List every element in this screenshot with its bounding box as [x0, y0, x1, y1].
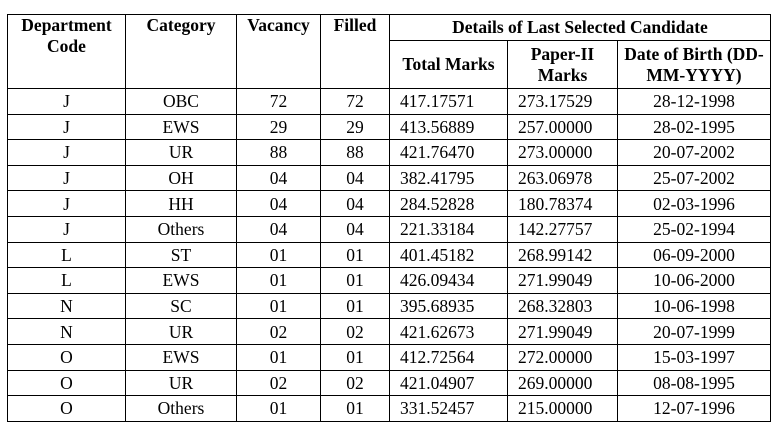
table-row — [8, 89, 771, 115]
cell-vacancy: 01 — [237, 293, 321, 319]
cell-total-marks: 382.41795 — [390, 165, 508, 191]
cell-paper-ii-marks: 180.78374 — [508, 191, 618, 217]
cell-department-code: O — [8, 370, 126, 396]
cell-total-marks: 395.68935 — [390, 293, 508, 319]
cell-filled: 01 — [321, 242, 390, 268]
cell-category: EWS — [126, 268, 237, 294]
cell-paper-ii-marks: 257.00000 — [508, 114, 618, 140]
cell-vacancy: 01 — [237, 344, 321, 370]
cell-total-marks: 421.04907 — [390, 370, 508, 396]
cell-paper-ii-marks: 273.17529 — [508, 89, 618, 115]
cell-vacancy: 29 — [237, 114, 321, 140]
cell-paper-ii-marks: 268.99142 — [508, 242, 618, 268]
cell-vacancy: 02 — [237, 319, 321, 345]
cell-department-code: L — [8, 242, 126, 268]
cell-filled: 04 — [321, 216, 390, 242]
table-row — [8, 191, 771, 217]
cell-paper-ii-marks: 271.99049 — [508, 319, 618, 345]
table-row — [8, 242, 771, 268]
cell-vacancy: 04 — [237, 216, 321, 242]
cell-department-code: J — [8, 165, 126, 191]
header-date-of-birth: Date of Birth (DD-MM-YYYY) — [618, 41, 771, 89]
cell-filled: 04 — [321, 165, 390, 191]
cell-total-marks: 417.17571 — [390, 89, 508, 115]
cell-total-marks: 426.09434 — [390, 268, 508, 294]
header-details-group: Details of Last Selected Candidate — [390, 15, 771, 41]
cell-paper-ii-marks: 215.00000 — [508, 396, 618, 422]
table-row — [8, 216, 771, 242]
cell-category: ST — [126, 242, 237, 268]
cell-filled: 01 — [321, 344, 390, 370]
cell-department-code: L — [8, 268, 126, 294]
cell-category: EWS — [126, 344, 237, 370]
cell-total-marks: 421.76470 — [390, 140, 508, 166]
cell-department-code: J — [8, 89, 126, 115]
header-filled: Filled — [321, 15, 390, 89]
cell-date-of-birth: 10-06-2000 — [618, 268, 771, 294]
cell-vacancy: 02 — [237, 370, 321, 396]
cell-department-code: J — [8, 140, 126, 166]
cell-department-code: J — [8, 191, 126, 217]
table-row — [8, 165, 771, 191]
cell-total-marks: 331.52457 — [390, 396, 508, 422]
header-paper-ii-marks: Paper-II Marks — [508, 41, 618, 89]
cell-vacancy: 04 — [237, 165, 321, 191]
table-row — [8, 293, 771, 319]
cell-date-of-birth: 28-02-1995 — [618, 114, 771, 140]
selection-details-table — [7, 14, 771, 422]
header-department-code: Department Code — [8, 15, 126, 89]
cell-total-marks: 421.62673 — [390, 319, 508, 345]
cell-vacancy: 01 — [237, 268, 321, 294]
cell-filled: 01 — [321, 293, 390, 319]
table-row — [8, 396, 771, 422]
table-row — [8, 140, 771, 166]
cell-date-of-birth: 15-03-1997 — [618, 344, 771, 370]
cell-department-code: J — [8, 114, 126, 140]
cell-vacancy: 04 — [237, 191, 321, 217]
cell-filled: 88 — [321, 140, 390, 166]
cell-category: OH — [126, 165, 237, 191]
cell-date-of-birth: 20-07-1999 — [618, 319, 771, 345]
cell-category: EWS — [126, 114, 237, 140]
cell-date-of-birth: 12-07-1996 — [618, 396, 771, 422]
cell-category: UR — [126, 370, 237, 396]
cell-paper-ii-marks: 142.27757 — [508, 216, 618, 242]
cell-date-of-birth: 08-08-1995 — [618, 370, 771, 396]
cell-filled: 02 — [321, 319, 390, 345]
cell-category: OBC — [126, 89, 237, 115]
cell-filled: 01 — [321, 268, 390, 294]
cell-vacancy: 01 — [237, 242, 321, 268]
cell-paper-ii-marks: 271.99049 — [508, 268, 618, 294]
table-row — [8, 344, 771, 370]
cell-vacancy: 01 — [237, 396, 321, 422]
cell-date-of-birth: 02-03-1996 — [618, 191, 771, 217]
header-vacancy: Vacancy — [237, 15, 321, 89]
cell-date-of-birth: 25-02-1994 — [618, 216, 771, 242]
cell-paper-ii-marks: 268.32803 — [508, 293, 618, 319]
cell-department-code: N — [8, 319, 126, 345]
cell-category: Others — [126, 396, 237, 422]
header-total-marks: Total Marks — [390, 41, 508, 89]
cell-total-marks: 221.33184 — [390, 216, 508, 242]
cell-department-code: N — [8, 293, 126, 319]
cell-date-of-birth: 10-06-1998 — [618, 293, 771, 319]
cell-category: HH — [126, 191, 237, 217]
cell-date-of-birth: 28-12-1998 — [618, 89, 771, 115]
result-table-container — [7, 14, 771, 422]
cell-total-marks: 284.52828 — [390, 191, 508, 217]
cell-category: UR — [126, 319, 237, 345]
table-row — [8, 319, 771, 345]
table-row — [8, 370, 771, 396]
cell-filled: 02 — [321, 370, 390, 396]
cell-category: SC — [126, 293, 237, 319]
table-row — [8, 268, 771, 294]
cell-department-code: O — [8, 344, 126, 370]
cell-filled: 04 — [321, 191, 390, 217]
table-row — [8, 114, 771, 140]
cell-paper-ii-marks: 272.00000 — [508, 344, 618, 370]
cell-total-marks: 401.45182 — [390, 242, 508, 268]
cell-vacancy: 88 — [237, 140, 321, 166]
cell-date-of-birth: 06-09-2000 — [618, 242, 771, 268]
cell-total-marks: 413.56889 — [390, 114, 508, 140]
table-body — [8, 89, 771, 422]
cell-total-marks: 412.72564 — [390, 344, 508, 370]
cell-vacancy: 72 — [237, 89, 321, 115]
cell-filled: 01 — [321, 396, 390, 422]
cell-date-of-birth: 20-07-2002 — [618, 140, 771, 166]
cell-paper-ii-marks: 273.00000 — [508, 140, 618, 166]
cell-department-code: O — [8, 396, 126, 422]
cell-paper-ii-marks: 269.00000 — [508, 370, 618, 396]
cell-paper-ii-marks: 263.06978 — [508, 165, 618, 191]
header-category: Category — [126, 15, 237, 89]
cell-filled: 72 — [321, 89, 390, 115]
cell-category: Others — [126, 216, 237, 242]
cell-date-of-birth: 25-07-2002 — [618, 165, 771, 191]
cell-category: UR — [126, 140, 237, 166]
cell-department-code: J — [8, 216, 126, 242]
cell-filled: 29 — [321, 114, 390, 140]
